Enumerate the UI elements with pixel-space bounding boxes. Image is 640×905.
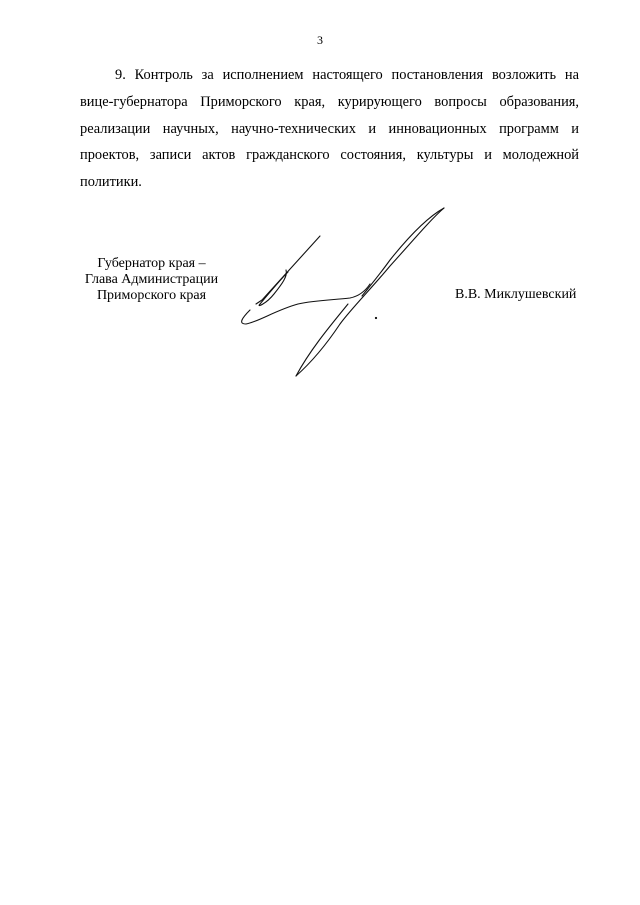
signatory-title-line-2: Глава Администрации [84, 272, 219, 287]
signatory-title-line-1: Губернатор края – [97, 256, 206, 271]
handwritten-signature [230, 200, 460, 380]
signatory-title-line-3: Приморского края [96, 288, 207, 303]
page-number: 3 [317, 33, 323, 47]
signatory-title [79, 256, 224, 304]
signatory-name: В.В. Миклушевский [455, 287, 577, 302]
paragraph-9: 9. Контроль за исполнением настоящего постановления возложить на вице-губернатора Приморского края, курирующего вопросы образования, реализации научных, научно-технических и инновационных программ и проектов, записи актов гражданского состояния, культуры и молодежной политики. [80, 67, 579, 191]
